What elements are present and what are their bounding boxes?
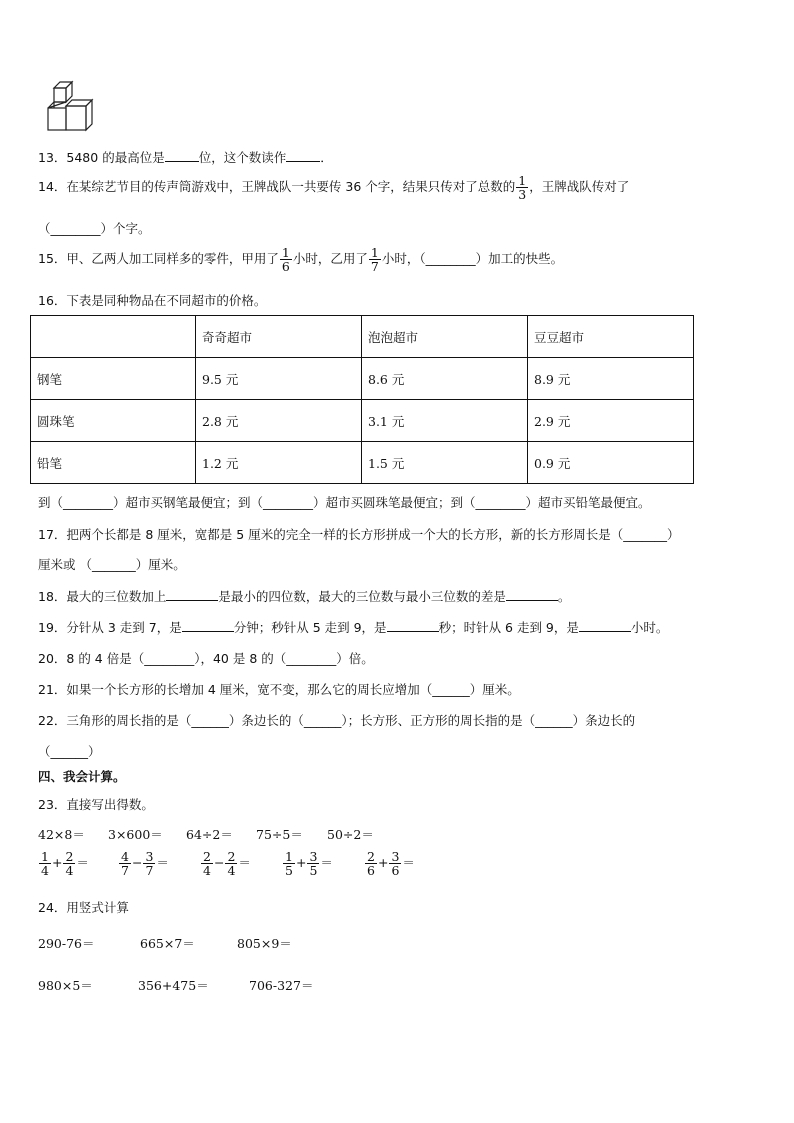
- question-24-title: 24．用竖式计算: [38, 900, 129, 915]
- table-cell: 3.1 元: [362, 400, 528, 442]
- table-row: [31, 442, 694, 484]
- vertical-calc-item: 356+475＝: [138, 978, 209, 993]
- calc-row-1-item: 42×8＝: [38, 827, 85, 842]
- table-header-row: [31, 316, 694, 358]
- vertical-calc-item: 706-327＝: [249, 978, 314, 993]
- vertical-calc-item: 290-76＝: [38, 936, 95, 951]
- table-cell: 铅笔: [31, 442, 196, 484]
- q19-blank-3[interactable]: [579, 620, 631, 632]
- q14-text-b: ，王牌战队传对了: [529, 179, 630, 194]
- table-header-cell: 奇奇超市: [196, 316, 362, 358]
- price-table: [30, 315, 694, 484]
- table-header-cell: 泡泡超市: [362, 316, 528, 358]
- q13-text-c: ．: [320, 150, 333, 165]
- question-22[interactable]: 22．三角形的周长指的是（______）条边长的（______）；长方形、正方形的周长指的是（______）条边长的: [38, 713, 636, 728]
- q13-text-b: 位，这个数读作: [198, 150, 287, 165]
- section-4-heading: 四、我会计算。: [38, 769, 126, 784]
- table-row: [31, 400, 694, 442]
- q19-text-d: 小时。: [630, 620, 669, 635]
- table-header-cell: [31, 316, 196, 358]
- q18-blank-2[interactable]: [506, 589, 558, 601]
- table-cell: 9.5 元: [196, 358, 362, 400]
- q13-blank-2[interactable]: [286, 150, 320, 162]
- q15-fraction-2: $\frac{1}{7}$: [370, 245, 379, 274]
- table-cell: 0.9 元: [528, 442, 694, 484]
- calc-row-1-item: 64÷2＝: [186, 827, 233, 842]
- table-cell: 8.9 元: [528, 358, 694, 400]
- table-cell: 2.8 元: [196, 400, 362, 442]
- fraction-calc-item: $\frac{2}{6}$ + $\frac{3}{6}$ ＝: [367, 849, 415, 878]
- question-16-intro: 16．下表是同种物品在不同超市的价格。: [38, 293, 267, 308]
- table-cell: 圆珠笔: [31, 400, 196, 442]
- question-17-line2[interactable]: 厘米或 （_______）厘米。: [38, 557, 186, 572]
- q14-fraction: $\frac{1}{3}$: [518, 173, 527, 202]
- q13-text-a: 13．5480 的最高位是: [38, 150, 165, 165]
- fraction-calc-item: $\frac{2}{4}$ − $\frac{2}{4}$ ＝: [203, 849, 251, 878]
- q18-text-a: 18．最大的三位数加上: [38, 589, 167, 604]
- table-row: [31, 358, 694, 400]
- calc-row-1-item: 3×600＝: [108, 827, 163, 842]
- fraction-calc-item: $\frac{1}{5}$ + $\frac{3}{5}$ ＝: [285, 849, 333, 878]
- question-13: [38, 148, 333, 166]
- table-cell: 钢笔: [31, 358, 196, 400]
- table-cell: 2.9 元: [528, 400, 694, 442]
- q14-text-a: 14．在某综艺节目的传声筒游戏中，王牌战队一共要传 36 个字，结果只传对了总数的: [38, 179, 516, 194]
- question-22-line2[interactable]: （______）: [38, 744, 101, 759]
- q19-blank-1[interactable]: [182, 620, 234, 632]
- question-16-answer[interactable]: 到（________）超市买钢笔最便宜；到（________）超市买圆珠笔最便宜；到（________）超市买铅笔最便宜。: [38, 495, 651, 510]
- question-15: [38, 246, 563, 273]
- question-14-answer[interactable]: （________）个字。: [38, 221, 151, 236]
- q13-blank-1[interactable]: [165, 150, 199, 162]
- question-19: [38, 618, 668, 636]
- q19-blank-2[interactable]: [387, 620, 439, 632]
- vertical-calc-item: 805×9＝: [237, 936, 292, 951]
- q15-text-b: 小时，乙用了: [292, 251, 368, 266]
- vertical-calc-item: 980×5＝: [38, 978, 93, 993]
- cube-stack-figure: [44, 80, 96, 134]
- fraction-calc-item: $\frac{4}{7}$ − $\frac{3}{7}$ ＝: [121, 849, 169, 878]
- q18-blank-1[interactable]: [166, 589, 218, 601]
- q15-text-c: 小时，（________）加工的快些。: [381, 251, 564, 266]
- q15-fraction-1: $\frac{1}{6}$: [281, 245, 290, 274]
- q19-text-a: 19．分针从 3 走到 7，是: [38, 620, 182, 635]
- q18-text-b: 是最小的四位数，最大的三位数与最小三位数的差是: [218, 589, 506, 604]
- vertical-calc-item: 665×7＝: [140, 936, 195, 951]
- table-cell: 1.2 元: [196, 442, 362, 484]
- q15-text-a: 15．甲、乙两人加工同样多的零件，甲用了: [38, 251, 279, 266]
- table-cell: 8.6 元: [362, 358, 528, 400]
- q19-text-b: 分钟；秒针从 5 走到 9，是: [233, 620, 387, 635]
- q19-text-c: 秒；时针从 6 走到 9，是: [438, 620, 579, 635]
- q18-text-c: 。: [557, 589, 571, 604]
- question-20[interactable]: 20．8 的 4 倍是（________），40 是 8 的（________）倍。: [38, 651, 374, 666]
- calc-row-1-item: 50÷2＝: [327, 827, 374, 842]
- table-cell: 1.5 元: [362, 442, 528, 484]
- question-23-title: 23．直接写出得数。: [38, 797, 154, 812]
- table-header-cell: 豆豆超市: [528, 316, 694, 358]
- question-18: [38, 587, 570, 605]
- question-14: [38, 174, 629, 201]
- question-17: 17．把两个长都是 8 厘米，宽都是 5 厘米的完全一样的长方形拼成一个大的长方形，新的长方形周长是（_______）: [38, 527, 680, 542]
- fraction-calc-item: $\frac{1}{4}$ + $\frac{2}{4}$ ＝: [41, 849, 89, 878]
- calc-row-1-item: 75÷5＝: [256, 827, 303, 842]
- question-21[interactable]: 21．如果一个长方形的长增加 4 厘米，宽不变，那么它的周长应增加（______）厘米。: [38, 682, 520, 697]
